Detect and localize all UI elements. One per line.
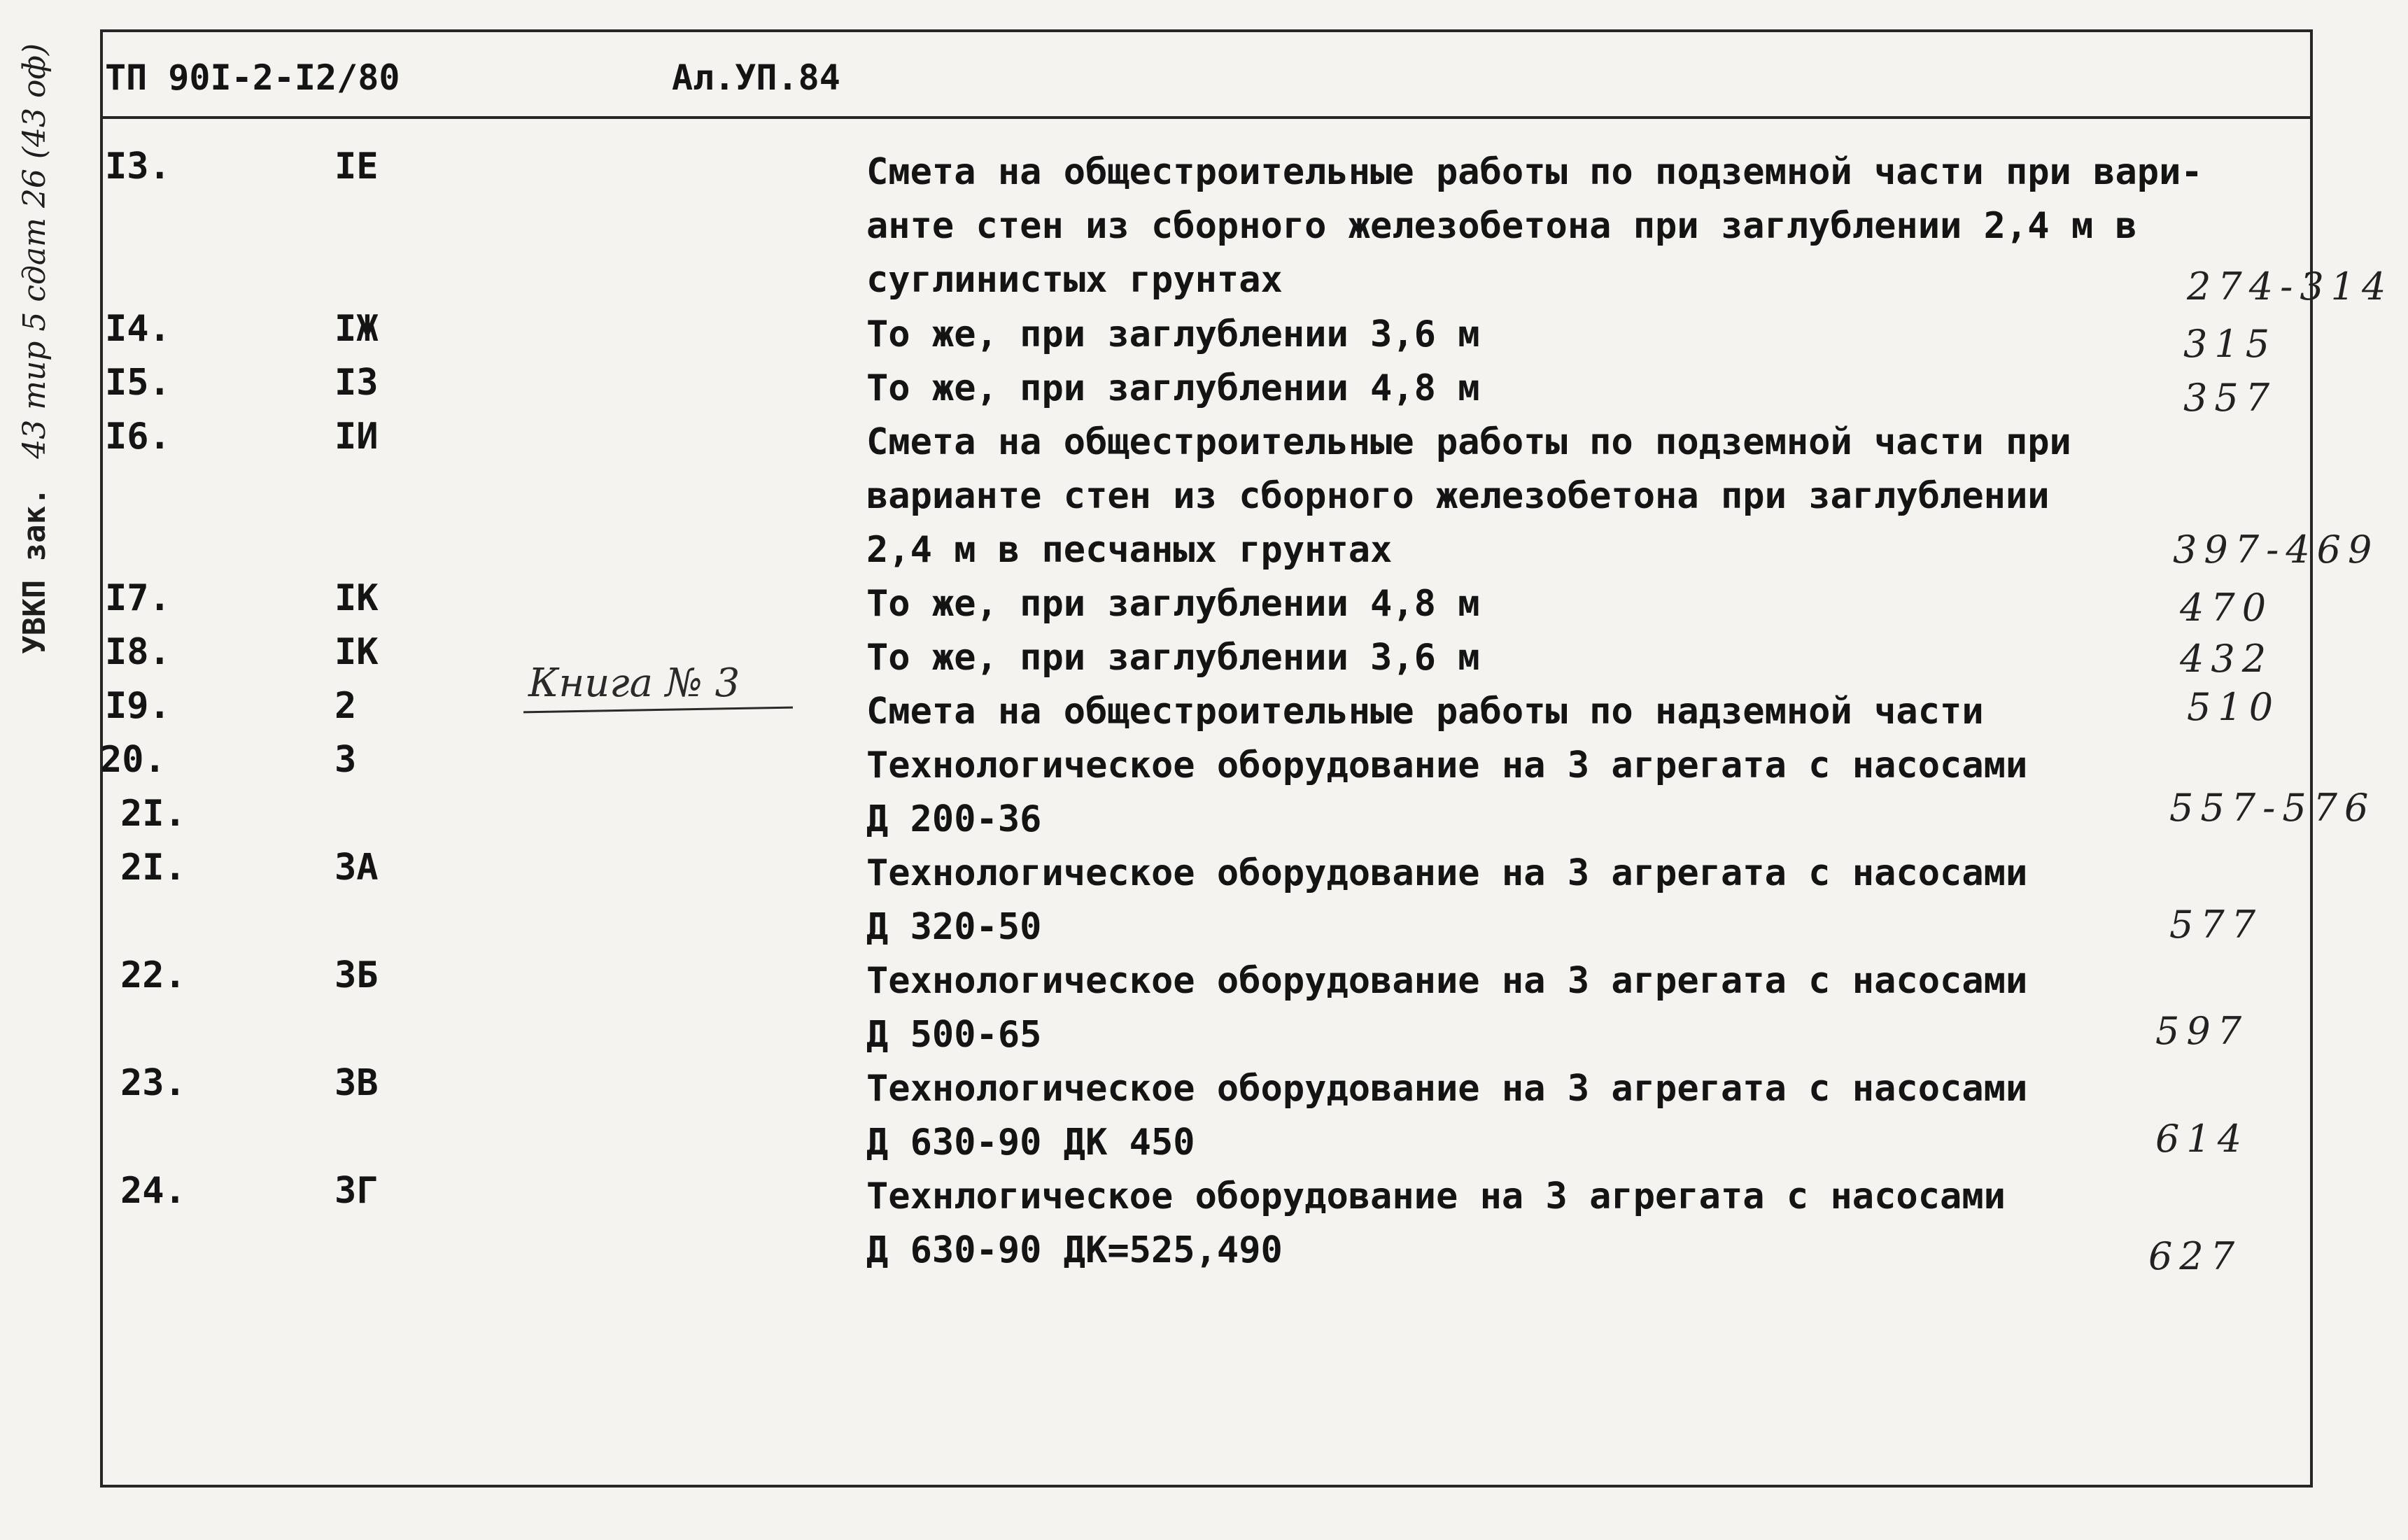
page-reference: 510	[2187, 685, 2281, 729]
item-code: 3Б	[335, 954, 379, 996]
item-code: IК	[335, 631, 379, 673]
item-number: 2I.	[120, 847, 186, 889]
item-code: IИ	[335, 416, 379, 458]
margin-handwritten-note: 43 тир 5 сдат 26 (43 оф)	[17, 43, 52, 459]
item-number: I9.	[105, 685, 171, 727]
page-reference: 614	[2155, 1117, 2249, 1161]
document-code: ТП 90I-2-I2/80	[105, 57, 400, 98]
item-description: То же, при заглублении 3,6 м	[866, 637, 1480, 679]
page-reference: 577	[2169, 903, 2263, 947]
page-reference: 315	[2183, 322, 2277, 366]
header-divider	[100, 116, 2313, 119]
item-code: IК	[335, 577, 379, 619]
item-code: I3	[335, 362, 379, 404]
item-number: 22.	[120, 954, 186, 996]
sheet-number: Ал.УП.84	[672, 57, 840, 98]
item-number: I8.	[105, 631, 171, 673]
item-code: 3В	[335, 1062, 379, 1104]
page-reference: 397-469	[2173, 528, 2379, 572]
page-reference: 432	[2180, 637, 2274, 681]
page-reference: 597	[2155, 1009, 2249, 1053]
item-number: I6.	[105, 416, 171, 458]
handwritten-book-note: Книга № 3	[528, 660, 740, 706]
item-description: Смета на общестроительные работы по надземной части	[866, 691, 1984, 733]
item-code: 3Г	[335, 1170, 379, 1212]
item-description: Смета на общестроительные работы по подземной части при варианте стен из сборного железобетона при заглублении 2,4 м в песчаных грунтах	[866, 421, 2071, 571]
margin-annotation	[17, 43, 52, 654]
item-description: Технологическое оборудование на 3 агрегата с насосами Д 630-90 ДК 450	[866, 1068, 2028, 1164]
margin-stamp: УВКП зак.	[17, 487, 52, 654]
item-code: IЖ	[335, 308, 379, 350]
item-number: 23.	[120, 1062, 186, 1104]
page-reference: 274-314	[2187, 264, 2393, 309]
page-reference: 627	[2148, 1234, 2242, 1278]
page-reference: 557-576	[2169, 786, 2376, 830]
page-reference: 470	[2180, 586, 2274, 630]
item-code: 2	[335, 685, 357, 727]
item-description: То же, при заглублении 4,8 м	[866, 583, 1480, 625]
item-number: 20.	[100, 739, 166, 781]
item-description: Технлогическое оборудование на 3 агрегата с насосами Д 630-90 ДК=525,490	[866, 1175, 2006, 1271]
page-reference: 357	[2183, 376, 2277, 420]
item-description: То же, при заглублении 3,6 м	[866, 313, 1480, 355]
item-description: Технологическое оборудование на 3 агрегата с насосами Д 320-50	[866, 852, 2028, 948]
item-number: 24.	[120, 1170, 186, 1212]
item-number: 2I.	[120, 793, 186, 835]
item-number: I3.	[105, 146, 171, 188]
item-description: Смета на общестроительные работы по подземной части при вари- анте стен из сборного железобетона при заглублении 2,4 м в суглинистых грунтах	[866, 151, 2203, 301]
item-description: То же, при заглублении 4,8 м	[866, 367, 1480, 409]
item-description: Технологическое оборудование на 3 агрегата с насосами	[866, 744, 2028, 786]
item-code: IЕ	[335, 146, 379, 188]
item-description: Д 200-36	[866, 798, 1042, 840]
item-number: I7.	[105, 577, 171, 619]
item-number: I4.	[105, 308, 171, 350]
item-code: 3А	[335, 847, 379, 889]
item-description: Технологическое оборудование на 3 агрегата с насосами Д 500-65	[866, 960, 2028, 1056]
item-code: 3	[335, 739, 357, 781]
item-number: I5.	[105, 362, 171, 404]
